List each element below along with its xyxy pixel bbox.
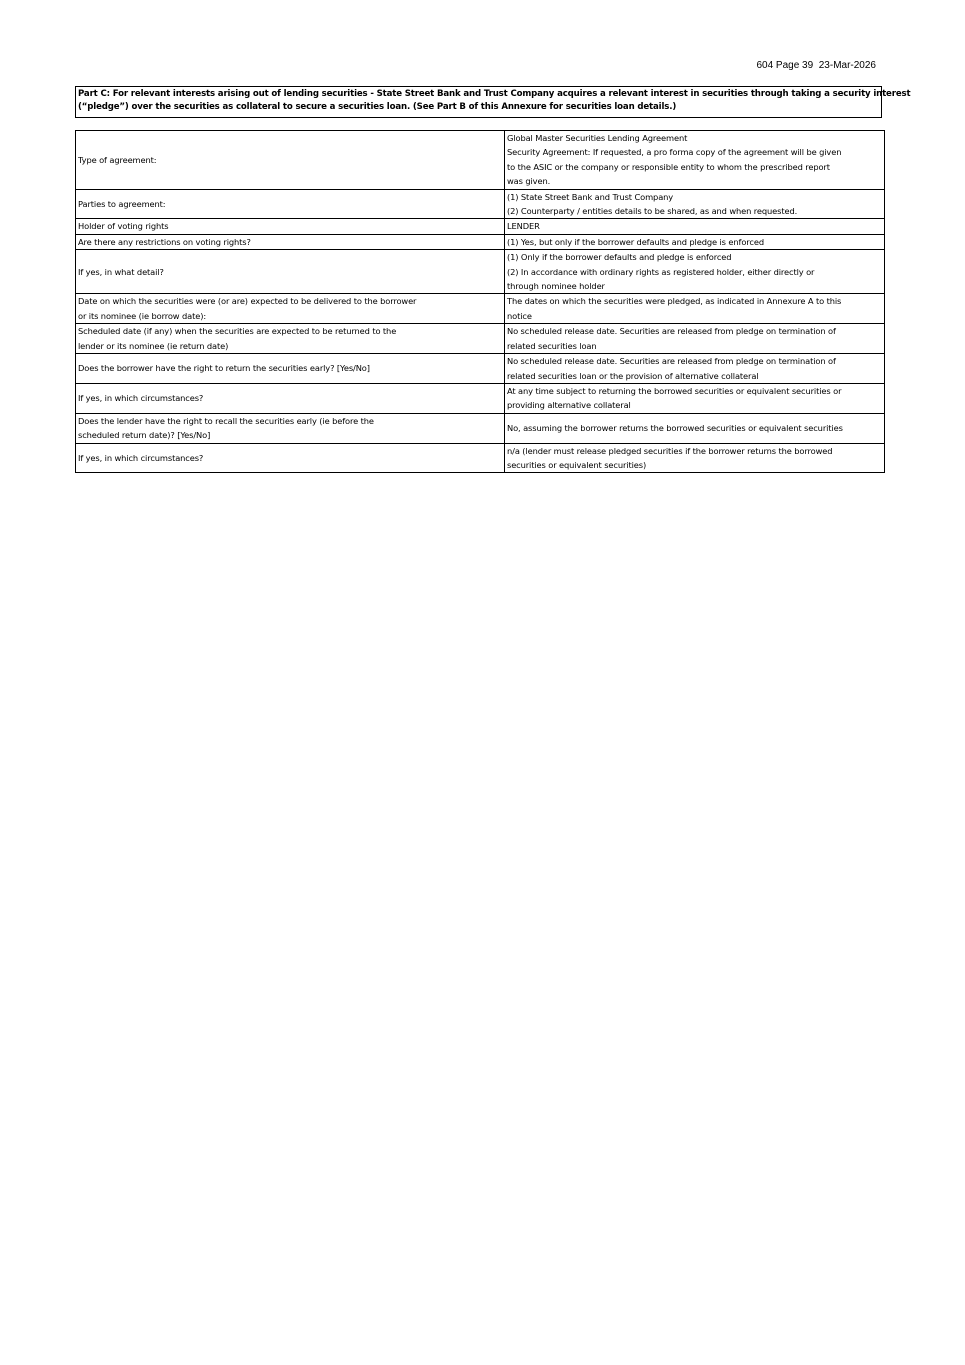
row-label-cell [76,324,505,354]
row-value-cell [505,294,885,324]
row-value-line: related securities loan [507,340,597,351]
row-label-cell [76,383,505,413]
row-value-line: providing alternative collateral [507,400,631,411]
row-label-line: If yes, in which circumstances? [78,393,204,404]
row-value-line: (1) State Street Bank and Trust Company [507,191,674,202]
row-label-cell [76,219,505,234]
row-value-cell [505,324,885,354]
row-value-line: No, assuming the borrower returns the borrowed securities or equivalent securities [507,422,843,433]
row-value-cell [505,131,885,190]
row-value-line: Security Agreement: If requested, a pro forma copy of the agreement will be given [507,147,842,158]
agreement-details-table [75,130,885,473]
row-value-line: No scheduled release date. Securities are released from pledge on termination of [507,326,836,337]
row-value-cell [505,234,885,249]
row-label-cell [76,234,505,249]
row-value-cell [505,383,885,413]
row-value-cell [505,354,885,384]
row-label-cell [76,131,505,190]
row-label-line: Scheduled date (if any) when the securities are expected to be returned to the [78,326,397,337]
row-value-line: The dates on which the securities were pledged, as indicated in Annexure A to this [507,296,842,307]
row-label-line: Does the lender have the right to recall the securities early (ie before the [78,415,374,426]
row-value-line: n/a (lender must release pledged securities if the borrower returns the borrowed [507,445,833,456]
row-label-line: Does the borrower have the right to return the securities early? [Yes/No] [78,363,370,374]
row-value-line: (2) Counterparty / entities details to be shared, as and when requested. [507,206,798,217]
table-row [76,234,885,249]
row-label-line: Parties to agreement: [78,198,166,209]
table-row [76,131,885,190]
page-reference: 604 Page 39 [756,60,814,71]
table-row [76,324,885,354]
table-row [76,189,885,219]
table-row [76,443,885,473]
row-value-cell [505,250,885,294]
row-label-cell [76,250,505,294]
row-label-line: Date on which the securities were (or are) expected to be delivered to the borrower [78,296,417,307]
table-row [76,219,885,234]
row-value-line: securities or equivalent securities) [507,459,647,470]
agreement-details-body [76,131,885,473]
row-value-line: through nominee holder [507,281,605,292]
part-c-heading-line: Part C: For relevant interests arising out of lending securities - State Street Bank and Trust Company acquires a relevant interest in securities through taking a security interest [78,89,911,99]
row-value-cell [505,219,885,234]
page-date: 23-Mar-2026 [818,60,876,71]
row-label-line: Type of agreement: [78,154,157,165]
table-row [76,383,885,413]
row-value-cell [505,443,885,473]
row-value-line: to the ASIC or the company or responsible entity to whom the prescribed report [507,161,830,172]
page-header [756,60,876,71]
row-value-line: related securities loan or the provision of alternative collateral [507,370,759,381]
row-label-line: lender or its nominee (ie return date) [78,340,229,351]
row-label-line: scheduled return date)? [Yes/No] [78,430,211,441]
row-value-line: (1) Only if the borrower defaults and pledge is enforced [507,252,732,263]
table-row [76,294,885,324]
table-row [76,413,885,443]
row-value-cell [505,189,885,219]
row-label-line: Holder of voting rights [78,221,169,232]
row-label-line: Are there any restrictions on voting rights? [78,236,251,247]
row-value-line: LENDER [507,221,540,232]
row-label-cell [76,413,505,443]
row-value-line: Global Master Securities Lending Agreement [507,133,688,143]
row-value-line: (2) In accordance with ordinary rights as registered holder, either directly or [507,266,815,277]
row-label-cell [76,189,505,219]
row-value-line: At any time subject to returning the borrowed securities or equivalent securities or [507,385,842,396]
part-c-heading-line: (“pledge”) over the securities as collateral to secure a securities loan. (See Part B of this Annexure for securities loan details.) [78,102,677,112]
table-row [76,250,885,294]
row-label-line: or its nominee (ie borrow date): [78,310,206,321]
row-value-cell [505,413,885,443]
row-value-line: was given. [507,176,551,187]
table-row [76,354,885,384]
row-label-line: If yes, in what detail? [78,266,164,277]
row-value-line: (1) Yes, but only if the borrower defaults and pledge is enforced [507,236,764,247]
row-label-cell [76,294,505,324]
row-value-line: notice [507,310,532,321]
row-label-line: If yes, in which circumstances? [78,452,204,463]
row-value-line: No scheduled release date. Securities are released from pledge on termination of [507,356,836,367]
part-c-heading-box [75,86,911,118]
row-label-cell [76,443,505,473]
row-label-cell [76,354,505,384]
